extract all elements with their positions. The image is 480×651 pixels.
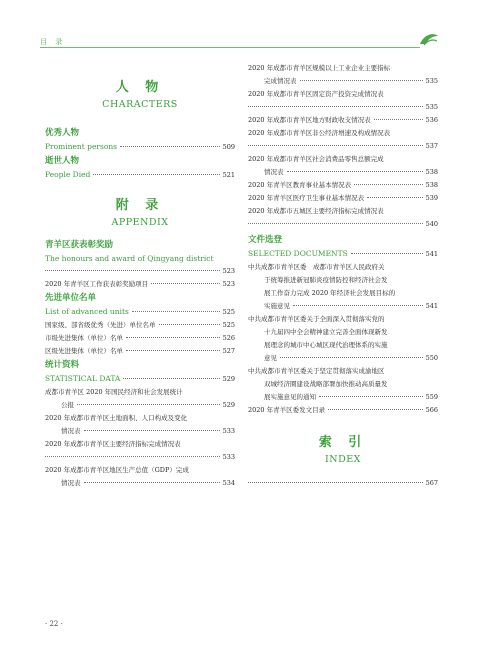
toc-entry-title: SELECTED DOCUMENTS — [248, 249, 348, 258]
dot-leader — [159, 324, 220, 325]
section-subtitle-characters: CHARACTERS — [102, 99, 178, 110]
header-rule — [40, 47, 420, 48]
toc-page: 525 — [222, 308, 235, 316]
toc-page: 529 — [222, 401, 235, 409]
toc-entry-d4[interactable] — [248, 404, 438, 417]
dot-leader — [293, 305, 423, 306]
dot-leader — [367, 197, 422, 198]
dot-leader — [77, 404, 220, 405]
right-column — [248, 62, 438, 490]
dot-leader — [93, 174, 219, 175]
toc-entry-d2-line2: 十九届四中全会精神建立完善全面体现新发 — [264, 328, 388, 336]
toc-entry-title: 展实施意见的通知 — [264, 393, 316, 401]
toc-entry-title: Prominent persons — [45, 142, 118, 151]
toc-entry-title: 市级先进集体（单位）名单 — [45, 334, 123, 342]
toc-entry-stat3[interactable] — [45, 451, 235, 464]
toc-entry-s1[interactable] — [248, 75, 438, 88]
toc-entry-index[interactable] — [248, 477, 438, 490]
category-died-cn: 逝世人物 — [45, 156, 80, 166]
toc-entry-title: 2020 年青羊区工作获表彰奖励项目 — [45, 280, 149, 288]
toc-entry-adv-national[interactable] — [45, 319, 235, 332]
toc-entry-stat[interactable] — [45, 372, 235, 386]
toc-entry-stat1[interactable] — [45, 399, 235, 412]
dot-leader — [84, 482, 220, 483]
toc-entry-title: 完成情况表 — [264, 77, 297, 85]
toc-entry-s1-line1: 2020 年成都市青羊区规模以上工业企业主要指标 — [248, 64, 391, 72]
toc-page: 541 — [425, 250, 438, 258]
toc-entry-d1[interactable] — [248, 300, 438, 313]
toc-entry-s3[interactable] — [248, 114, 438, 127]
section-title-characters: 人 物 — [115, 80, 165, 95]
page-number: · 22 · — [45, 620, 63, 628]
toc-page: 534 — [222, 479, 235, 487]
dot-leader — [120, 146, 220, 147]
toc-entry-s8-line1: 2020 年成都市五城区主要经济指标完成情况表 — [248, 207, 384, 215]
toc-page: 538 — [425, 168, 438, 176]
toc-entry-s8[interactable] — [248, 218, 438, 231]
toc-page: 521 — [222, 171, 235, 179]
toc-entry-s6[interactable] — [248, 179, 438, 192]
toc-entry-docs[interactable] — [248, 247, 438, 261]
toc-entry-s5-line1: 2020 年成都市青羊区社会消费品零售总额完成 — [248, 155, 384, 163]
toc-entry-title: 情况表 — [61, 479, 81, 487]
toc-page: 533 — [222, 453, 235, 461]
toc-page: 537 — [425, 142, 438, 150]
toc-entry-d2[interactable] — [248, 352, 438, 365]
toc-entry-d1-line1: 中共成都市青羊区委 成都市青羊区人民政府关 — [248, 263, 385, 271]
toc-page: 529 — [222, 375, 235, 383]
running-header: 目 录 — [40, 38, 66, 46]
toc-entry-d1-line2: 于统筹推进新冠肺炎疫情防控和经济社会发 — [264, 276, 388, 284]
leaf-logo-icon — [418, 30, 440, 48]
toc-entry-stat1-line1: 成都市青羊区 2020 年国民经济和社会发展统计 — [45, 388, 183, 396]
toc-page: 535 — [425, 103, 438, 111]
toc-entry-title: 2020 年青羊区教育事业基本情况表 — [248, 181, 352, 189]
toc-entry-title: STATISTICAL DATA — [45, 374, 121, 383]
toc-entry-s4-line1: 2020 年成都市青羊区非公经济增速及构成情况表 — [248, 129, 391, 137]
toc-entry-d3-line1: 中共成都市青羊区委关于坚定贯彻落实成渝地区 — [248, 367, 385, 375]
toc-entry-died[interactable] — [45, 168, 235, 182]
toc-entry-d2-line1: 中共成都市青羊区委关于全面深入贯彻落实党的 — [248, 315, 385, 323]
category-docs-cn: 文件选登 — [248, 235, 283, 245]
dot-leader — [132, 311, 220, 312]
dot-leader — [151, 283, 219, 284]
dot-leader — [287, 171, 423, 172]
dot-leader — [280, 357, 423, 358]
toc-entry-s7[interactable] — [248, 192, 438, 205]
dot-leader — [45, 270, 220, 271]
dot-leader — [319, 396, 423, 397]
toc-entry-d2-line3: 展理念的城市中心城区现代治理体系的实施 — [264, 341, 388, 349]
dot-leader — [45, 456, 220, 457]
toc-entry-d3-line2: 双城经济圈建设战略部署加快推动高质量发 — [264, 380, 388, 388]
toc-entry-d3[interactable] — [248, 391, 438, 404]
dot-leader — [248, 145, 423, 146]
toc-entry-d1-line3: 展工作奋力完成 2020 年经济社会发展目标的 — [264, 289, 396, 297]
toc-entry-s4[interactable] — [248, 140, 438, 153]
toc-entry-title: 公报 — [61, 401, 74, 409]
toc-entry-title: People Died — [45, 170, 91, 179]
toc-entry-prominent[interactable] — [45, 140, 235, 154]
toc-entry-stat3-line1: 2020 年成都市青羊区主要经济指标完成情况表 — [45, 440, 181, 448]
dot-leader — [300, 80, 423, 81]
dot-leader — [248, 106, 423, 107]
toc-entry-stat2-line1: 2020 年成都市青羊区土地面积、人口构成及变化 — [45, 414, 188, 422]
toc-page: 536 — [425, 116, 438, 124]
category-stat-cn: 统计资料 — [45, 360, 80, 370]
toc-entry-title: 2020 年青羊区医疗卫生事业基本情况表 — [248, 194, 365, 202]
toc-entry-s2-line1: 2020 年成都市青羊区固定资产投资完成情况表 — [248, 90, 384, 98]
toc-page: 509 — [222, 143, 235, 151]
toc-page: 526 — [222, 334, 235, 342]
toc-page: 527 — [222, 347, 235, 355]
dot-leader — [351, 253, 423, 254]
dot-leader — [123, 378, 219, 379]
toc-page: 523 — [222, 280, 235, 288]
left-column — [45, 62, 235, 490]
toc-entry-title: 意见 — [264, 354, 277, 362]
dot-leader — [84, 430, 220, 431]
section-title-index: 索 引 — [318, 435, 368, 450]
category-advanced-cn: 先进单位名单 — [45, 293, 97, 303]
category-awards-cn: 青羊区获表彰奖励 — [45, 240, 114, 250]
toc-entry-adv-city[interactable] — [45, 332, 235, 345]
toc-page: 538 — [425, 181, 438, 189]
toc-page: 535 — [425, 77, 438, 85]
dot-leader — [248, 223, 423, 224]
toc-page: 559 — [425, 393, 438, 401]
toc-entry-stat4-line1: 2020 年成都市青羊区地区生产总值（GDP）完成 — [45, 466, 189, 474]
section-title-appendix: 附 录 — [115, 198, 165, 213]
section-subtitle-appendix: APPENDIX — [111, 217, 169, 228]
toc-page: 533 — [222, 427, 235, 435]
toc-entry-title: 2020 年成都市青羊区地方财政收支情况表 — [248, 116, 371, 124]
toc-page: 525 — [222, 321, 235, 329]
toc-entry-title: 2020 年青羊区委发文目录 — [248, 406, 326, 414]
toc-entry-title: List of advanced units — [45, 307, 129, 316]
section-subtitle-index: INDEX — [325, 454, 361, 465]
toc-entry-adv-district[interactable] — [45, 345, 235, 358]
toc-page: 566 — [425, 406, 438, 414]
toc-entry-title: 国家级、部省级优秀（先进）单位名单 — [45, 321, 156, 329]
toc-entry-title: 情况表 — [61, 427, 81, 435]
dot-leader — [126, 337, 220, 338]
dot-leader — [248, 482, 423, 483]
toc-page: 540 — [425, 220, 438, 228]
category-awards-en: The honours and award of Qingyang district — [45, 254, 214, 263]
toc-entry-stat4[interactable] — [45, 477, 235, 490]
toc-entry-title: 情况表 — [264, 168, 284, 176]
dot-leader — [374, 119, 423, 120]
toc-entry-s5[interactable] — [248, 166, 438, 179]
toc-entry-title: 实施意见 — [264, 302, 290, 310]
dot-leader — [354, 184, 422, 185]
toc-page: 523 — [222, 267, 235, 275]
toc-entry-awards-item[interactable] — [45, 278, 235, 291]
toc-page: 550 — [425, 354, 438, 362]
toc-entry-awards[interactable] — [45, 265, 235, 278]
dot-leader — [328, 409, 422, 410]
toc-page: 539 — [425, 194, 438, 202]
toc-entry-stat2[interactable] — [45, 425, 235, 438]
dot-leader — [126, 350, 220, 351]
toc-entry-s2[interactable] — [248, 101, 438, 114]
toc-page: 541 — [425, 302, 438, 310]
toc-page: 567 — [425, 479, 438, 487]
toc-entry-advanced[interactable] — [45, 305, 235, 319]
category-prominent-cn: 优秀人物 — [45, 128, 80, 138]
toc-entry-title: 区级先进集体（单位）名单 — [45, 347, 123, 355]
